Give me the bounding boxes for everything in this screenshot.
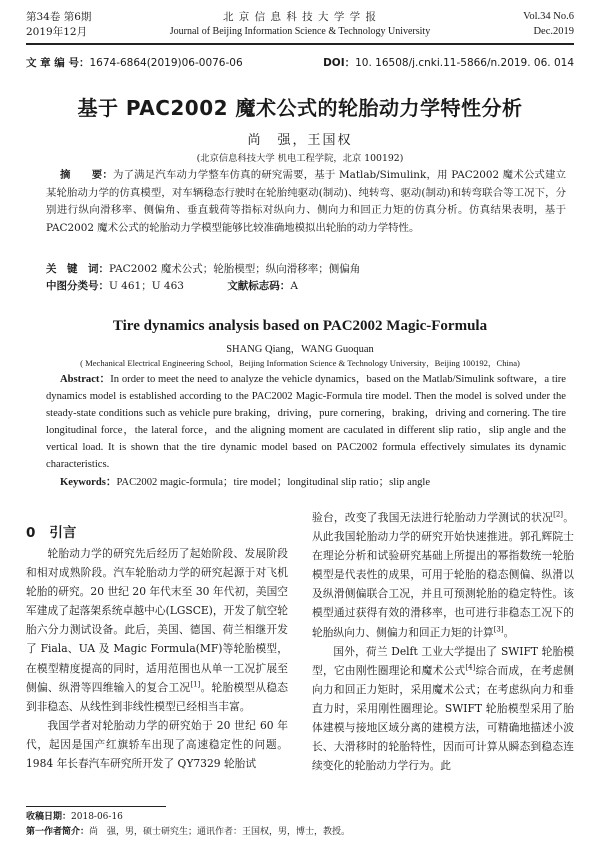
clc-value: U 461；U 463 — [109, 280, 184, 292]
paragraph — [26, 544, 288, 716]
header-date-en: Dec.2019 — [533, 26, 574, 37]
article-number-label: 文 章 编 号： — [26, 57, 90, 69]
doc-code-label: 文献标志码： — [227, 280, 291, 292]
header-journal-cn: 北 京 信 息 科 技 大 学 学 报 — [222, 11, 378, 23]
keywords-cn — [46, 261, 360, 277]
keywords-en — [46, 474, 566, 491]
abstract-en — [46, 371, 566, 473]
header-date-cn: 2019年12月 — [26, 26, 88, 38]
paragraph — [312, 642, 574, 776]
doi — [323, 55, 574, 70]
citation: [1] — [190, 680, 201, 689]
abstract-cn-label: 摘 要： — [60, 169, 113, 181]
section-number: 0 — [26, 525, 36, 541]
author-bio-label: 第一作者简介： — [26, 827, 90, 837]
author-bio-text: 尚 强，男，硕士研究生；通讯作者：王国权，男，博士，教授。 — [89, 827, 351, 837]
header-volume-cn: 第34卷 第6期 — [26, 11, 92, 23]
paragraph-text: 综合而成，在考虑侧向力和回正力矩时，采用魔术公式；在考虑纵向力和垂直力时，采用刚性圈理论。SWIFT 轮胎模型采用了胎体建模与接地区域分离的建模方法，可精确地描述小波长、大滑移时的轮胎特性，因而可计算从瞬态到稳态连续变化的轮胎动力学行为。此 — [312, 663, 574, 773]
paper-title-en: Tire dynamics analysis based on PAC2002 Magic-Formula — [112, 318, 488, 334]
paragraph-text: 国外，荷兰 Delft 工业大学提出了 SWIFT 轮胎模型，它由刚性圈理论和魔术公式 — [312, 644, 574, 677]
header-volume-en: Vol.34 No.6 — [523, 11, 574, 22]
paragraph-text: 。从此我国轮胎动力学的研究开始快速推进。郭孔辉院士在理论分析和试验研究基础上所提出的幂指数统一轮胎模型是代表性的成果，可用于轮胎的稳态侧偏、纵滑以及纵滑侧偏联合工况，并且可预测轮胎的稳定特性。该模型通过获得有效的滑移率，也可进行非稳态工况下的轮胎纵向力、侧偏力和回正力矩的计算 — [312, 511, 574, 639]
paper-title-cn: 基于 PAC2002 魔术公式的轮胎动力学特性分析 — [77, 96, 523, 120]
right-column — [312, 508, 574, 775]
left-column — [26, 544, 288, 773]
keywords-en-label: Keywords： — [60, 477, 117, 488]
citation: [4] — [465, 663, 476, 672]
paragraph-text: 。轮胎模型从稳态到非稳态、从线性到非线性模型已经相当丰富。 — [26, 680, 288, 713]
keywords-cn-text: PAC2002 魔术公式；轮胎模型；纵向滑移率；侧偏角 — [109, 263, 361, 275]
classification — [46, 278, 298, 294]
doi-label: DOI： — [323, 57, 356, 69]
authors-cn: 尚 强，王国权 — [247, 133, 353, 148]
received-date — [26, 810, 123, 824]
article-number — [26, 55, 243, 70]
authors-en: SHANG Qiang，WANG Guoquan — [226, 344, 374, 355]
paragraph — [26, 716, 288, 773]
paragraph — [312, 508, 574, 642]
doc-code-value: A — [290, 280, 298, 292]
keywords-en-text: PAC2002 magic-formula；tire model；longitudinal slip ratio；slip angle — [116, 477, 431, 488]
doi-value: 10. 16508/j.cnki.11-5866/n.2019. 06. 014 — [355, 57, 574, 69]
header-rule — [26, 43, 574, 45]
abstract-en-label: Abstract： — [60, 374, 111, 385]
author-bio — [26, 825, 350, 839]
footnote-rule — [26, 806, 166, 807]
keywords-cn-label: 关 键 词： — [46, 263, 109, 275]
abstract-en-text: In order to meet the need to analyze the vehicle dynamics，based on the Matlab/Simulink software，a tire dynamics model is established according to the PAC2002 Magic-Formula tire model. Then the model is solved under the steady-state conditions such as vehicle pure braking，driving，pure cornering，braking，driving and cornering. The tire longitudinal force，the lateral force，and the aligning moment are caculated in different slip ratio，slip angle and the vertical load. It is shown that the tire dynamic model based on PAC2002 formula effectively simulates its dynamic characteristics. — [46, 374, 567, 470]
section-heading — [26, 521, 76, 541]
affiliation-en: ( Mechanical Electrical Engineering School，Beijing Information Science & Technology University，Beijing 100192，China) — [80, 358, 520, 368]
paragraph-text: 。 — [503, 625, 515, 639]
citation: [2] — [553, 510, 564, 519]
received-label: 收稿日期： — [26, 812, 72, 822]
article-number-value: 1674-6864(2019)06-0076-06 — [89, 57, 243, 69]
header-journal-en: Journal of Beijing Information Science & Technology University — [169, 26, 431, 37]
abstract-cn-text: 为了满足汽车动力学整车仿真的研究需要，基于 Matlab/Simulink，用 PAC2002 魔术公式建立某轮胎动力学的仿真模型，对车辆稳态行驶时在轮胎纯驱动(制动)、纯转弯、驱动(制动)和转弯联合等工况下，分别进行纵向滑移率、侧偏角、垂直载荷等指标对纵向力、侧向力和回正力矩的仿真分析。仿真结果表明，基于 PAC2002 魔术公式的轮胎动力学模型能够比较准确地模拟出轮胎的动力学特性。 — [46, 169, 567, 234]
paragraph-text: 我国学者对轮胎动力学的研究始于 20 世纪 60 年代，起因是国产红旗轿车出现了高速稳定性的问题。1984 年长春汽车研究所开发了 QY7329 轮胎试 — [26, 718, 288, 771]
paragraph-text: 验台，改变了我国无法进行轮胎动力学测试的状况 — [312, 511, 554, 524]
affiliation-cn: (北京信息科技大学 机电工程学院，北京 100192) — [196, 153, 404, 164]
citation: [3] — [493, 625, 504, 633]
section-title: 引言 — [49, 525, 77, 541]
paragraph-text: 轮胎动力学的研究先后经历了起始阶段、发展阶段和相对成熟阶段。汽车轮胎动力学的研究起源于对飞机轮胎的研究。20 世纪 20 年代末至 30 年代初，美国空军建成了起落架系统卓越中心(LGSCE)，开发了航空轮胎六分力测试设备。此后，美国、德国、荷兰相继开发了 Fiala、UA 及 Magic Formula(MF)等轮胎模型，在模型精度提高的同时，适用范围也从单一工况扩展至侧偏、纵滑等四维输入的复合工况 — [26, 547, 288, 694]
clc-label: 中图分类号： — [46, 280, 109, 292]
received-value: 2018-06-16 — [71, 812, 123, 822]
abstract-cn — [46, 167, 566, 237]
